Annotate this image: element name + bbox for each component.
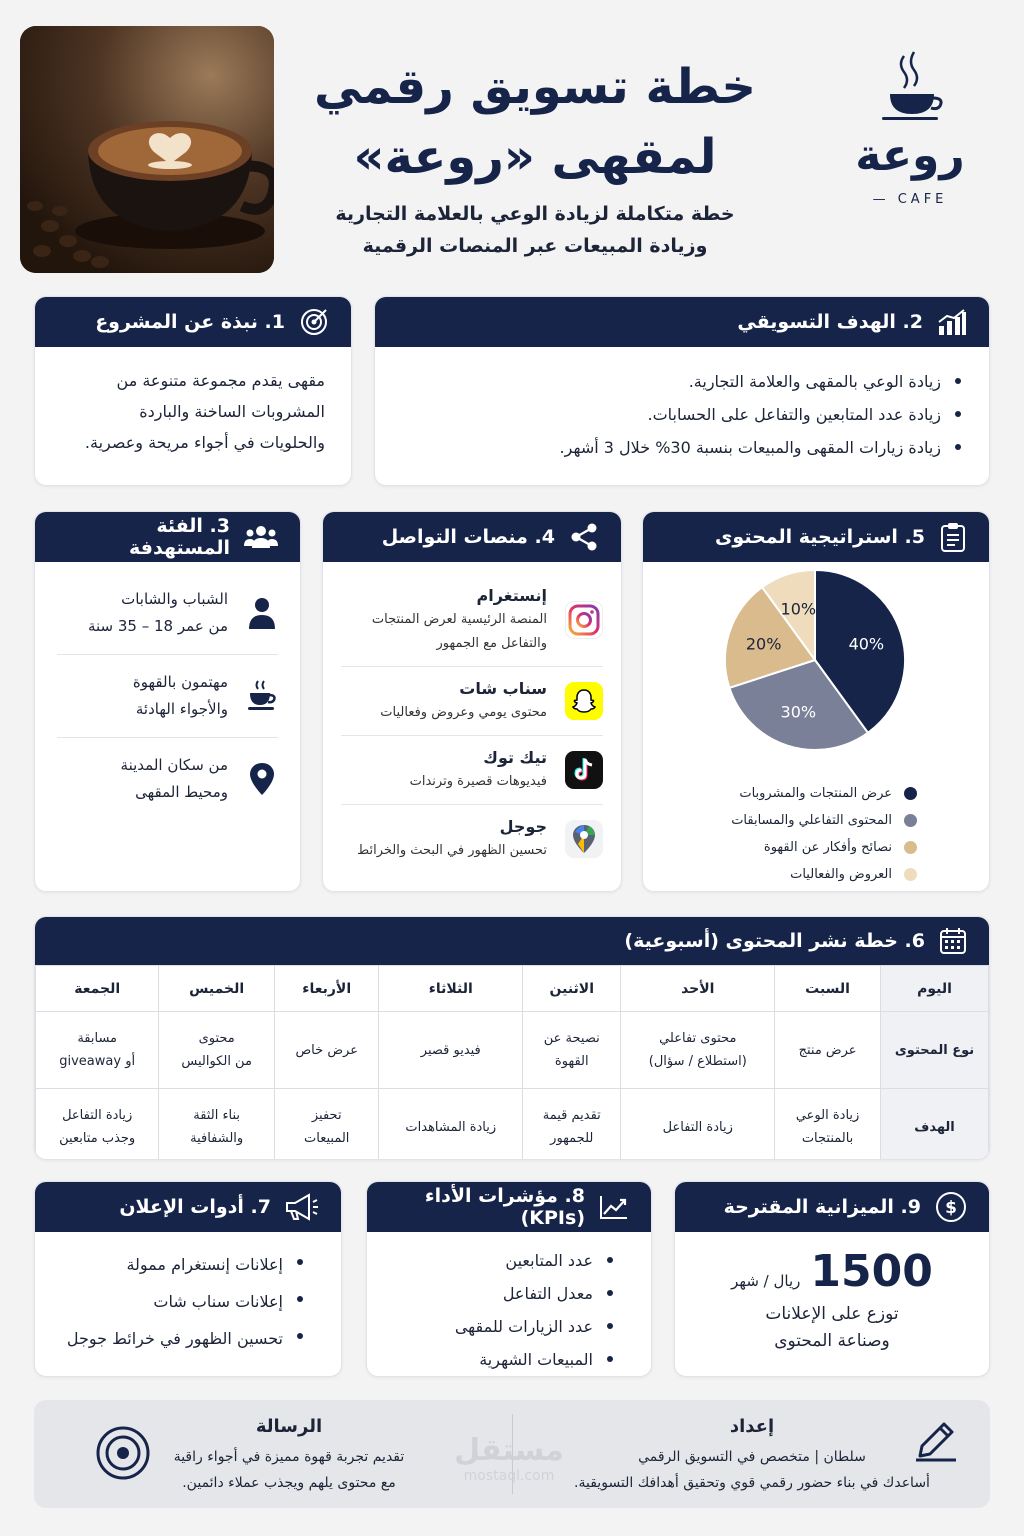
about-project-title: 1. نبذة عن المشروع bbox=[95, 311, 285, 333]
table-cell bbox=[274, 1089, 379, 1161]
cell-line: للجمهور bbox=[550, 1131, 594, 1146]
legend-item bbox=[731, 861, 917, 888]
prepared-by-line: سلطان | متخصص في التسويق الرقمي bbox=[638, 1449, 866, 1465]
marketing-goal-list bbox=[401, 365, 963, 464]
kpis-title: 8. مؤشرات الأداء (KPIs) bbox=[424, 1185, 585, 1229]
platform-name: تيك توك bbox=[483, 748, 547, 767]
social-platforms-card bbox=[322, 511, 622, 892]
table-header-row bbox=[36, 966, 989, 1012]
legend-swatch bbox=[904, 868, 917, 881]
table-header-cell: الاثنين bbox=[523, 966, 621, 1012]
list-item: زيادة زيارات المقهى والمبيعات بنسبة 30% خلال 3 أشهر. bbox=[401, 431, 963, 464]
table-cell bbox=[621, 1012, 775, 1089]
publishing-schedule-title: 6. خطة نشر المحتوى (أسبوعية) bbox=[624, 930, 925, 952]
content-pie-chart bbox=[642, 562, 989, 762]
list-item: إعلانات سناب شات bbox=[55, 1283, 305, 1320]
table-header-cell: السبت bbox=[775, 966, 881, 1012]
brand-logo bbox=[840, 50, 980, 220]
table-cell bbox=[159, 1012, 275, 1089]
target-audience-header bbox=[35, 512, 300, 562]
cell-line: محتوى bbox=[198, 1031, 235, 1046]
ad-tools-header bbox=[35, 1182, 341, 1232]
pie-slice-label: 30% bbox=[780, 702, 817, 722]
audience-item bbox=[57, 655, 278, 738]
cell-line: محتوى تفاعلي bbox=[659, 1031, 737, 1046]
platform-item bbox=[341, 736, 603, 805]
legend-item bbox=[731, 834, 917, 861]
about-project-card bbox=[34, 296, 352, 486]
content-strategy-title: 5. استراتيجية المحتوى bbox=[715, 526, 925, 548]
table-cell bbox=[36, 1089, 159, 1161]
budget-amount: 1500 bbox=[810, 1246, 933, 1297]
tiktok-icon bbox=[565, 751, 603, 789]
schedule-table bbox=[35, 965, 989, 1160]
cell-line: مسابقة bbox=[77, 1031, 118, 1046]
growth-chart-icon bbox=[937, 308, 967, 336]
hero-coffee-photo bbox=[20, 26, 274, 273]
mostaql-watermark bbox=[444, 1434, 574, 1484]
table-cell bbox=[379, 1089, 523, 1161]
marketing-goal-header bbox=[375, 297, 989, 347]
table-cell bbox=[379, 1012, 523, 1089]
cell-line: زيادة التفاعل bbox=[62, 1108, 133, 1123]
budget-note bbox=[675, 1301, 989, 1355]
cell-line: أو giveaway bbox=[59, 1054, 136, 1069]
coffee-cup-logo-icon bbox=[876, 50, 946, 130]
cell-line: عرض منتج bbox=[798, 1042, 857, 1058]
legend-swatch bbox=[904, 814, 917, 827]
table-cell bbox=[523, 1012, 621, 1089]
pie-legend bbox=[731, 780, 917, 888]
kpis-card bbox=[366, 1181, 652, 1377]
pie-slice-label: 40% bbox=[848, 634, 885, 654]
table-cell bbox=[775, 1012, 881, 1089]
ad-tools-card bbox=[34, 1181, 342, 1377]
content-strategy-header bbox=[643, 512, 989, 562]
share-icon bbox=[569, 522, 599, 552]
legend-item bbox=[731, 807, 917, 834]
audience-line2: ومحيط المقهى bbox=[135, 783, 228, 801]
publishing-schedule-header bbox=[35, 917, 989, 965]
cell-line: والشفافية bbox=[190, 1131, 244, 1146]
legend-label: عرض المنتجات والمشروبات bbox=[739, 786, 892, 801]
target-goal-icon bbox=[94, 1424, 152, 1482]
platform-item bbox=[341, 574, 603, 667]
ad-tools-title: 7. أدوات الإعلان bbox=[119, 1196, 271, 1218]
cell-line: زيادة التفاعل bbox=[662, 1119, 733, 1135]
prepared-by-title: إعداد bbox=[729, 1416, 775, 1437]
table-row-label: الهدف bbox=[881, 1089, 989, 1161]
page-title bbox=[300, 52, 770, 192]
list-item: زيادة عدد المتابعين والتفاعل على الحسابات. bbox=[401, 398, 963, 431]
platform-name: إنستغرام bbox=[476, 586, 547, 605]
cell-line: القهوة bbox=[554, 1054, 589, 1069]
watermark-subtext: mostaql.com bbox=[463, 1468, 555, 1484]
table-header-cell: الخميس bbox=[159, 966, 275, 1012]
marketing-goal-title: 2. الهدف التسويقي bbox=[737, 311, 923, 333]
table-cell bbox=[523, 1089, 621, 1161]
list-item: معدل التفاعل bbox=[387, 1277, 615, 1310]
legend-label: المحتوى التفاعلي والمسابقات bbox=[731, 813, 892, 828]
budget-note-line: توزع على الإعلانات bbox=[765, 1304, 899, 1324]
audience-item bbox=[57, 572, 278, 655]
page-subtitle bbox=[300, 198, 770, 262]
prepared-by-section bbox=[562, 1414, 942, 1496]
legend-swatch bbox=[904, 841, 917, 854]
logo-subtext: CAFE — bbox=[872, 192, 948, 207]
platform-item bbox=[341, 805, 603, 873]
message-section bbox=[144, 1414, 434, 1496]
audience-line1: مهتمون بالقهوة bbox=[132, 673, 228, 691]
list-item: تحسين الظهور في خرائط جوجل bbox=[55, 1320, 305, 1357]
table-cell bbox=[274, 1012, 379, 1089]
instagram-icon bbox=[565, 601, 603, 639]
budget-title: 9. الميزانية المقترحة bbox=[723, 1196, 921, 1218]
platform-desc: المنصة الرئيسية لعرض المنتجات bbox=[371, 612, 547, 627]
target-icon bbox=[299, 307, 329, 337]
platform-desc: والتفاعل مع الجمهور bbox=[436, 636, 547, 651]
pie-slice-label: 10% bbox=[780, 599, 817, 619]
page-title-line2: لمقهى «روعة» bbox=[353, 129, 717, 185]
social-platforms-title: 4. منصات التواصل bbox=[381, 526, 555, 548]
marketing-goal-card bbox=[374, 296, 990, 486]
target-audience-title: 3. الفئة المستهدفة bbox=[129, 515, 230, 559]
location-pin-icon bbox=[246, 761, 278, 797]
watermark-text: مستقل bbox=[454, 1433, 564, 1468]
legend-label: العروض والفعاليات bbox=[790, 867, 892, 882]
page-subtitle-line2: وزيادة المبيعات عبر المنصات الرقمية bbox=[362, 235, 708, 257]
list-item: إعلانات إنستغرام ممولة bbox=[55, 1246, 305, 1283]
about-line: المشروبات الساخنة والباردة bbox=[139, 402, 325, 421]
prepared-by-line: أساعدك في بناء حضور رقمي قوي وتحقيق أهدافك التسويقية. bbox=[574, 1475, 930, 1491]
about-project-header bbox=[35, 297, 351, 347]
table-row bbox=[36, 1089, 989, 1161]
cell-line: زيادة الوعي bbox=[795, 1108, 860, 1123]
budget-unit: ريال / شهر bbox=[731, 1272, 801, 1290]
legend-label: نصائح وأفكار عن القهوة bbox=[763, 840, 892, 855]
cell-line: فيديو قصير bbox=[420, 1042, 481, 1058]
table-cell bbox=[36, 1012, 159, 1089]
page-subtitle-line1: خطة متكاملة لزيادة الوعي بالعلامة التجارية bbox=[335, 203, 735, 225]
content-strategy-card bbox=[642, 511, 990, 892]
logo-name: روعة bbox=[855, 130, 965, 181]
about-line: والحلويات في أجواء مريحة وعصرية. bbox=[84, 433, 325, 452]
platform-desc: فيديوهات قصيرة وترندات bbox=[409, 774, 547, 789]
audience-item bbox=[57, 738, 278, 820]
cell-line: زيادة المشاهدات bbox=[405, 1119, 497, 1135]
group-users-icon bbox=[244, 524, 278, 550]
list-item: زيادة الوعي بالمقهى والعلامة التجارية. bbox=[401, 365, 963, 398]
trend-line-icon bbox=[599, 1194, 629, 1220]
audience-line1: من سكان المدينة bbox=[120, 756, 228, 774]
message-line: تقديم تجربة قهوة مميزة في أجواء راقية bbox=[173, 1449, 405, 1465]
target-audience-card bbox=[34, 511, 301, 892]
audience-line2: من عمر 18 – 35 سنة bbox=[87, 617, 228, 635]
dollar-coin-icon bbox=[935, 1191, 967, 1223]
cell-line: بناء الثقة bbox=[193, 1108, 241, 1123]
cell-line: (استطلاع / سؤال) bbox=[648, 1054, 747, 1069]
footer-panel bbox=[34, 1400, 990, 1508]
kpis-list bbox=[387, 1244, 615, 1376]
social-platforms-header bbox=[323, 512, 621, 562]
platform-name: جوجل bbox=[499, 817, 547, 836]
list-item: عدد الزيارات للمقهى bbox=[387, 1310, 615, 1343]
cell-line: وجذب متابعين bbox=[59, 1131, 136, 1146]
table-row bbox=[36, 1012, 989, 1089]
table-header-cell: اليوم bbox=[881, 966, 989, 1012]
list-item: عدد المتابعين bbox=[387, 1244, 615, 1277]
platform-name: سناب شات bbox=[459, 679, 547, 698]
message-title: الرسالة bbox=[255, 1416, 323, 1437]
clipboard-icon bbox=[939, 521, 967, 553]
cell-line: عرض خاص bbox=[295, 1042, 358, 1058]
cell-line: من الكواليس bbox=[181, 1054, 252, 1069]
calendar-icon bbox=[939, 927, 967, 955]
cell-line: تحفيز bbox=[311, 1108, 342, 1123]
table-cell bbox=[621, 1089, 775, 1161]
google-maps-icon bbox=[565, 820, 603, 858]
legend-item bbox=[731, 780, 917, 807]
table-header-cell: الثلاثاء bbox=[379, 966, 523, 1012]
platform-item bbox=[341, 667, 603, 736]
budget-header bbox=[675, 1182, 989, 1232]
budget-note-line: وصناعة المحتوى bbox=[774, 1331, 890, 1351]
table-header-cell: الجمعة bbox=[36, 966, 159, 1012]
pie-slice-label: 20% bbox=[745, 634, 782, 654]
audience-line1: الشباب والشابات bbox=[121, 590, 228, 608]
coffee-cup-photo-illustration bbox=[20, 26, 274, 273]
table-row-label: نوع المحتوى bbox=[881, 1012, 989, 1089]
platform-desc: محتوى يومي وعروض وفعاليات bbox=[380, 705, 547, 720]
page-title-line1: خطة تسويق رقمي bbox=[314, 59, 756, 115]
audience-line2: والأجواء الهادئة bbox=[135, 700, 228, 718]
svg-text:$: $ bbox=[945, 1198, 957, 1218]
table-header-cell: الأربعاء bbox=[274, 966, 379, 1012]
table-cell bbox=[775, 1089, 881, 1161]
platform-desc: تحسين الظهور في البحث والخرائط bbox=[357, 843, 547, 858]
table-header-cell: الأحد bbox=[621, 966, 775, 1012]
kpis-header bbox=[367, 1182, 651, 1232]
budget-card bbox=[674, 1181, 990, 1377]
snapchat-icon bbox=[565, 682, 603, 720]
publishing-schedule-card bbox=[34, 916, 990, 1160]
coffee-cup-icon bbox=[246, 679, 278, 713]
cell-line: المبيعات bbox=[304, 1131, 350, 1146]
ad-tools-list bbox=[55, 1246, 305, 1357]
table-cell bbox=[159, 1089, 275, 1161]
cell-line: نصيحة عن bbox=[543, 1031, 600, 1046]
legend-swatch bbox=[904, 787, 917, 800]
message-line: مع محتوى يلهم ويجذب عملاء دائمين. bbox=[182, 1475, 396, 1491]
about-line: مقهى يقدم مجموعة متنوعة من bbox=[116, 371, 325, 390]
cell-line: تقديم قيمة bbox=[542, 1108, 601, 1123]
cell-line: بالمنتجات bbox=[801, 1131, 854, 1146]
megaphone-icon bbox=[285, 1193, 319, 1221]
list-item: المبيعات الشهرية bbox=[387, 1343, 615, 1376]
person-icon bbox=[246, 596, 278, 630]
